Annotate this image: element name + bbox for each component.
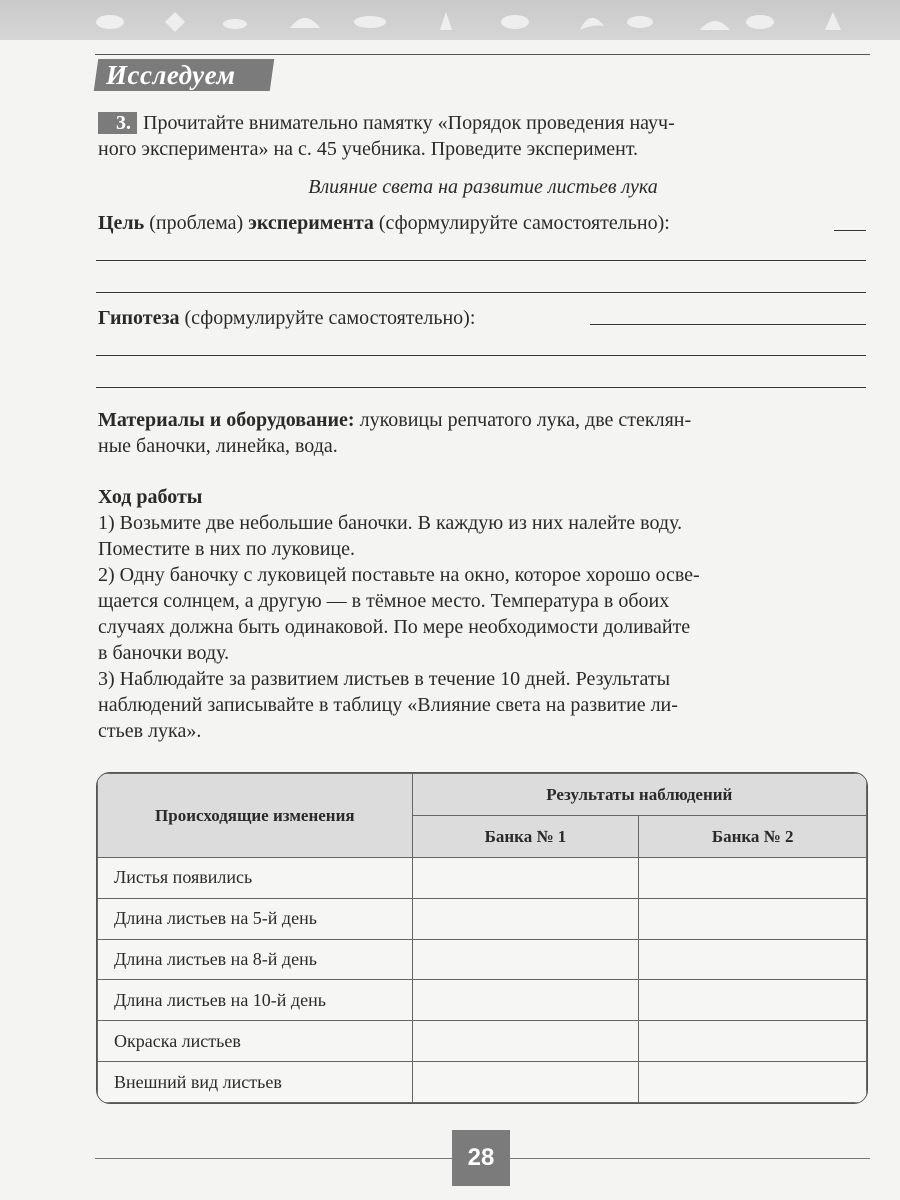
procedure-line: 1) Возьмите две небольшие баночки. В каждую из них налейте воду. [98,512,683,534]
header-results: Результаты наблюдений [412,774,866,816]
goal-answer-line[interactable] [96,260,866,261]
goal-answer-line[interactable] [834,230,866,231]
materials-text: Материалы и оборудование: луковицы репчатого лука, две стеклян- ные баночки, линейка, вода. [98,409,692,457]
animal-silhouettes-icon [0,0,900,40]
hypothesis-answer-line[interactable] [590,324,866,325]
task-text: 3. Прочитайте внимательно памятку «Порядок проведения науч- ного эксперимента» на с. 45 учебника. Проведите эксперимент. [98,112,675,160]
header-changes: Происходящие изменения [98,774,413,858]
procedure-line: Поместите в них по луковице. [98,538,355,560]
observation-table [96,772,868,1104]
decorative-animal-band [0,0,900,40]
jar1-cell[interactable] [412,1021,639,1062]
procedure-heading: Ход работы [98,486,203,508]
procedure-line: 2) Одну баночку с луковицей поставьте на окно, которое хорошо осве- [98,564,700,586]
goal-prompt: Цель (проблема) эксперимента (сформулируйте самостоятельно): [98,212,670,234]
table-row-label: Длина листьев на 5-й день [98,898,413,939]
jar2-cell[interactable] [639,858,867,899]
table-row-label: Длина листьев на 8-й день [98,939,413,980]
jar1-cell[interactable] [412,939,639,980]
procedure-line: 3) Наблюдайте за развитием листьев в течение 10 дней. Результаты [98,668,671,690]
procedure-line: в баночки воду. [98,642,230,664]
hypothesis-prompt: Гипотеза (сформулируйте самостоятельно): [98,307,476,329]
jar1-cell[interactable] [412,980,639,1021]
header-jar2: Банка № 2 [639,816,867,858]
jar2-cell[interactable] [639,980,867,1021]
top-rule [95,54,870,55]
jar2-cell[interactable] [639,1062,867,1103]
experiment-title: Влияние света на развитие листьев лука [308,176,658,198]
table-row-label: Длина листьев на 10-й день [98,980,413,1021]
section-title: Исследуем [106,60,236,90]
procedure-line: наблюдений записывайте в таблицу «Влияние света на развитие ли- [98,694,678,716]
jar2-cell[interactable] [639,939,867,980]
page-number: 28 [452,1130,510,1186]
section-badge [94,59,274,91]
procedure-line: щается солнцем, а другую — в тёмное место. Температура в обоих [98,590,670,612]
procedure-line: стьев лука». [98,720,202,742]
jar1-cell[interactable] [412,1062,639,1103]
jar2-cell[interactable] [639,1021,867,1062]
jar2-cell[interactable] [639,898,867,939]
hypothesis-answer-line[interactable] [96,355,866,356]
hypothesis-answer-line[interactable] [96,387,866,388]
task-number: 3. [98,112,137,134]
table-row-label: Листья появились [98,858,413,899]
header-jar1: Банка № 1 [412,816,639,858]
table-row-label: Внешний вид листьев [98,1062,413,1103]
procedure [98,484,868,744]
jar1-cell[interactable] [412,898,639,939]
table-row-label: Окраска листьев [98,1021,413,1062]
goal-answer-line[interactable] [96,292,866,293]
jar1-cell[interactable] [412,858,639,899]
procedure-line: случаях должна быть одинаковой. По мере необходимости доливайте [98,616,691,638]
